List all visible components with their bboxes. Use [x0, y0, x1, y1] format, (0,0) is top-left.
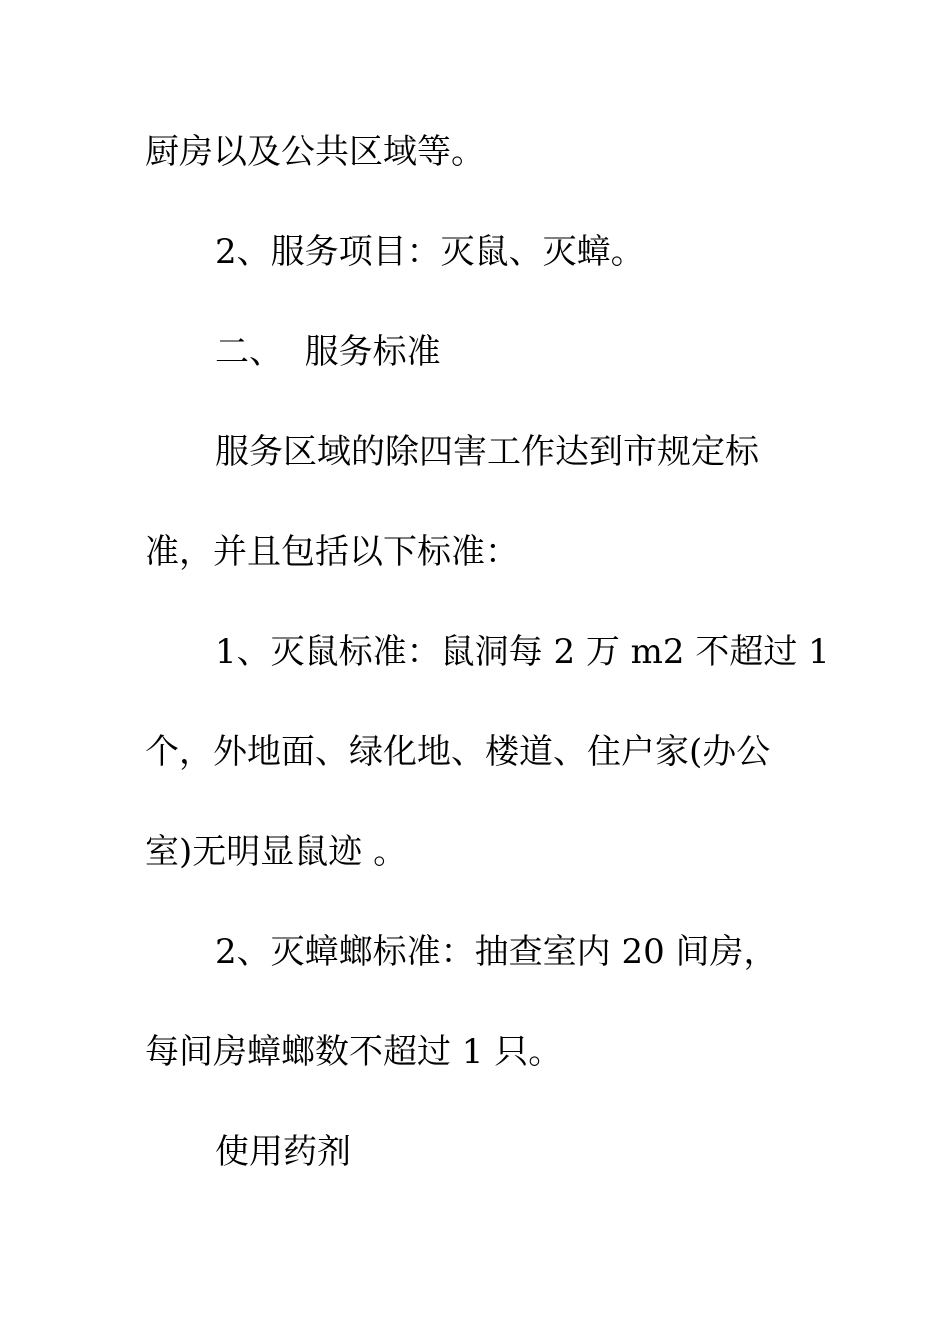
section-heading-chemicals: 使用药剂 — [215, 1132, 351, 1172]
rodent-standard-line-end: 室)无明显鼠迹 。 — [145, 832, 408, 872]
cockroach-standard-line: 2、灭蟑螂标准：抽查室内 20 间房， — [215, 932, 778, 972]
cockroach-standard-line-cont: 每间房蟑螂数不超过 1 只。 — [145, 1032, 563, 1072]
paragraph-standard-intro-cont: 准，并且包括以下标准： — [145, 532, 519, 572]
rodent-standard-line-cont: 个，外地面、绿化地、楼道、住户家(办公 — [145, 732, 771, 772]
section-heading-service-standard: 二、 服务标准 — [215, 332, 441, 372]
service-items-line: 2、服务项目：灭鼠、灭蟑。 — [215, 232, 645, 272]
rodent-standard-line: 1、灭鼠标准：鼠洞每 2 万 m2 不超过 1 — [215, 632, 830, 672]
text-line-continuation: 厨房以及公共区域等。 — [145, 132, 485, 172]
paragraph-standard-intro: 服务区域的除四害工作达到市规定标 — [215, 432, 759, 472]
